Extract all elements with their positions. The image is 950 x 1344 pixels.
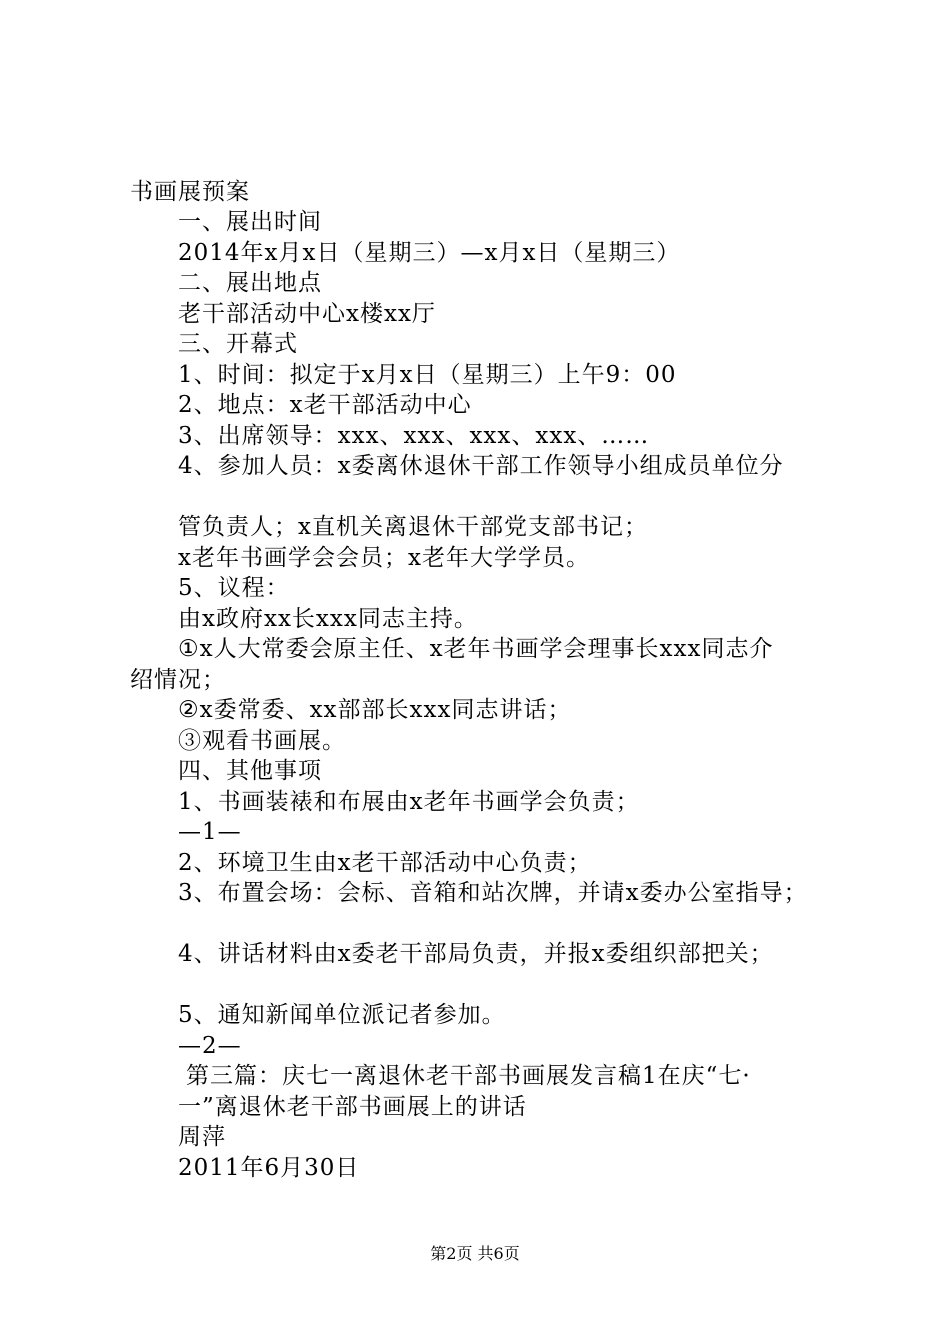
page-footer: 第2页 共6页 [430, 1244, 520, 1263]
text-line: 老干部活动中心x楼xx厅 [178, 301, 436, 327]
text-line: 一”离退休老干部书画展上的讲话 [178, 1094, 527, 1120]
text-line: ②x委常委、xx部部长xxx同志讲话； [178, 697, 572, 723]
text-line: 4、讲话材料由x委老干部局负责，并报x委组织部把关； [178, 941, 774, 967]
text-line: 3、出席领导：xxx、xxx、xxx、xxx、…… [178, 423, 650, 449]
section-heading: 第三篇：庆七一离退休老干部书画展发言稿1在庆“七· [186, 1063, 751, 1089]
page-marker: —2— [178, 1033, 242, 1059]
text-line: 5、议程： [178, 575, 290, 601]
text-line: ③观看书画展。 [178, 728, 346, 754]
text-line: 5、通知新闻单位派记者参加。 [178, 1002, 506, 1028]
text-line: 1、书画装裱和布展由x老年书画学会负责； [178, 789, 640, 815]
text-line: 绍情况； [130, 667, 226, 693]
text-line: x老年书画学会会员；x老年大学学员。 [178, 545, 590, 571]
text-line: 由x政府xx长xxx同志主持。 [178, 606, 478, 632]
text-line: ①x人大常委会原主任、x老年书画学会理事长xxx同志介 [178, 636, 774, 662]
text-line: 4、参加人员：x委离休退休干部工作领导小组成员单位分 [178, 453, 784, 479]
section-heading: 四、其他事项 [178, 758, 322, 784]
text-line: 1、时间：拟定于x月x日（星期三）上午9：00 [178, 362, 677, 388]
section-heading: 二、展出地点 [178, 270, 322, 296]
date-line: 2011年6月30日 [178, 1155, 360, 1181]
page-marker: —1— [178, 819, 242, 845]
section-heading: 一、展出时间 [178, 209, 322, 235]
text-line: 3、布置会场：会标、音箱和站次牌，并请x委办公室指导； [178, 880, 808, 906]
text-line: 2、地点：x老干部活动中心 [178, 392, 472, 418]
text-line: 管负责人；x直机关离退休干部党支部书记； [178, 514, 648, 540]
section-heading: 三、开幕式 [178, 331, 298, 357]
text-line: 2014年x月x日（星期三）—x月x日（星期三） [178, 240, 681, 266]
text-line: 2、环境卫生由x老干部活动中心负责； [178, 850, 592, 876]
doc-title: 书画展预案 [130, 179, 250, 205]
author-name: 周萍 [178, 1124, 226, 1150]
